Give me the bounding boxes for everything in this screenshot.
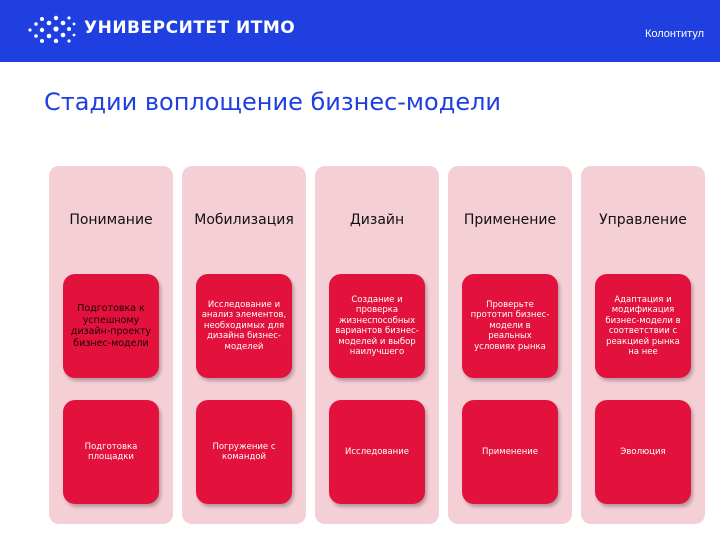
footer-label: Колонтитул bbox=[644, 28, 704, 40]
stage-activity-box bbox=[595, 400, 691, 504]
stage-activity-box bbox=[462, 400, 558, 504]
stage-description-box bbox=[329, 274, 425, 378]
stage-title: Мобилизация bbox=[194, 212, 294, 228]
stage-description-box bbox=[196, 274, 292, 378]
stage-title: Управление bbox=[599, 212, 687, 228]
stage-activity-box bbox=[329, 400, 425, 504]
stage-activity-box bbox=[196, 400, 292, 504]
slide-title: Стадии воплощение бизнес-модели bbox=[44, 88, 502, 116]
stage-activity: Погружение с командой bbox=[212, 441, 276, 462]
brand-name: УНИВЕРСИТЕТ ИТМО bbox=[84, 18, 296, 38]
stage-activity: Подготовка площадки bbox=[84, 441, 138, 462]
stage-activity: Эволюция bbox=[620, 446, 666, 457]
stage-description: Исследование и анализ элементов, необходимых для дизайна бизнес-моделей bbox=[201, 299, 287, 352]
stage-column-application bbox=[448, 166, 572, 524]
stage-description: Проверьте прототип бизнес-модели в реальных условиях рынка bbox=[470, 299, 550, 352]
stage-description-box bbox=[63, 274, 159, 378]
stage-title: Понимание bbox=[69, 212, 153, 228]
stage-activity: Применение bbox=[481, 446, 539, 457]
stage-column-design bbox=[315, 166, 439, 524]
stage-column-management bbox=[581, 166, 705, 524]
stage-description-box bbox=[595, 274, 691, 378]
stage-column-understanding bbox=[49, 166, 173, 524]
stage-description: Подготовка к успешному дизайн-проекту бизнес-модели bbox=[70, 303, 152, 349]
stage-title: Применение bbox=[463, 212, 557, 228]
header-bar bbox=[0, 0, 720, 62]
itmo-logo-icon bbox=[26, 14, 78, 46]
stage-activity: Исследование bbox=[345, 446, 409, 457]
stage-title: Дизайн bbox=[349, 212, 405, 228]
stage-description-box bbox=[462, 274, 558, 378]
stage-description: Создание и проверка жизнеспособных вариантов бизнес-моделей и выбор наилучшего bbox=[335, 294, 419, 357]
stage-description: Адаптация и модификация бизнес-модели в соответствии с реакцией рынка на нее bbox=[605, 294, 681, 357]
stage-activity-box bbox=[63, 400, 159, 504]
stage-column-mobilization bbox=[182, 166, 306, 524]
